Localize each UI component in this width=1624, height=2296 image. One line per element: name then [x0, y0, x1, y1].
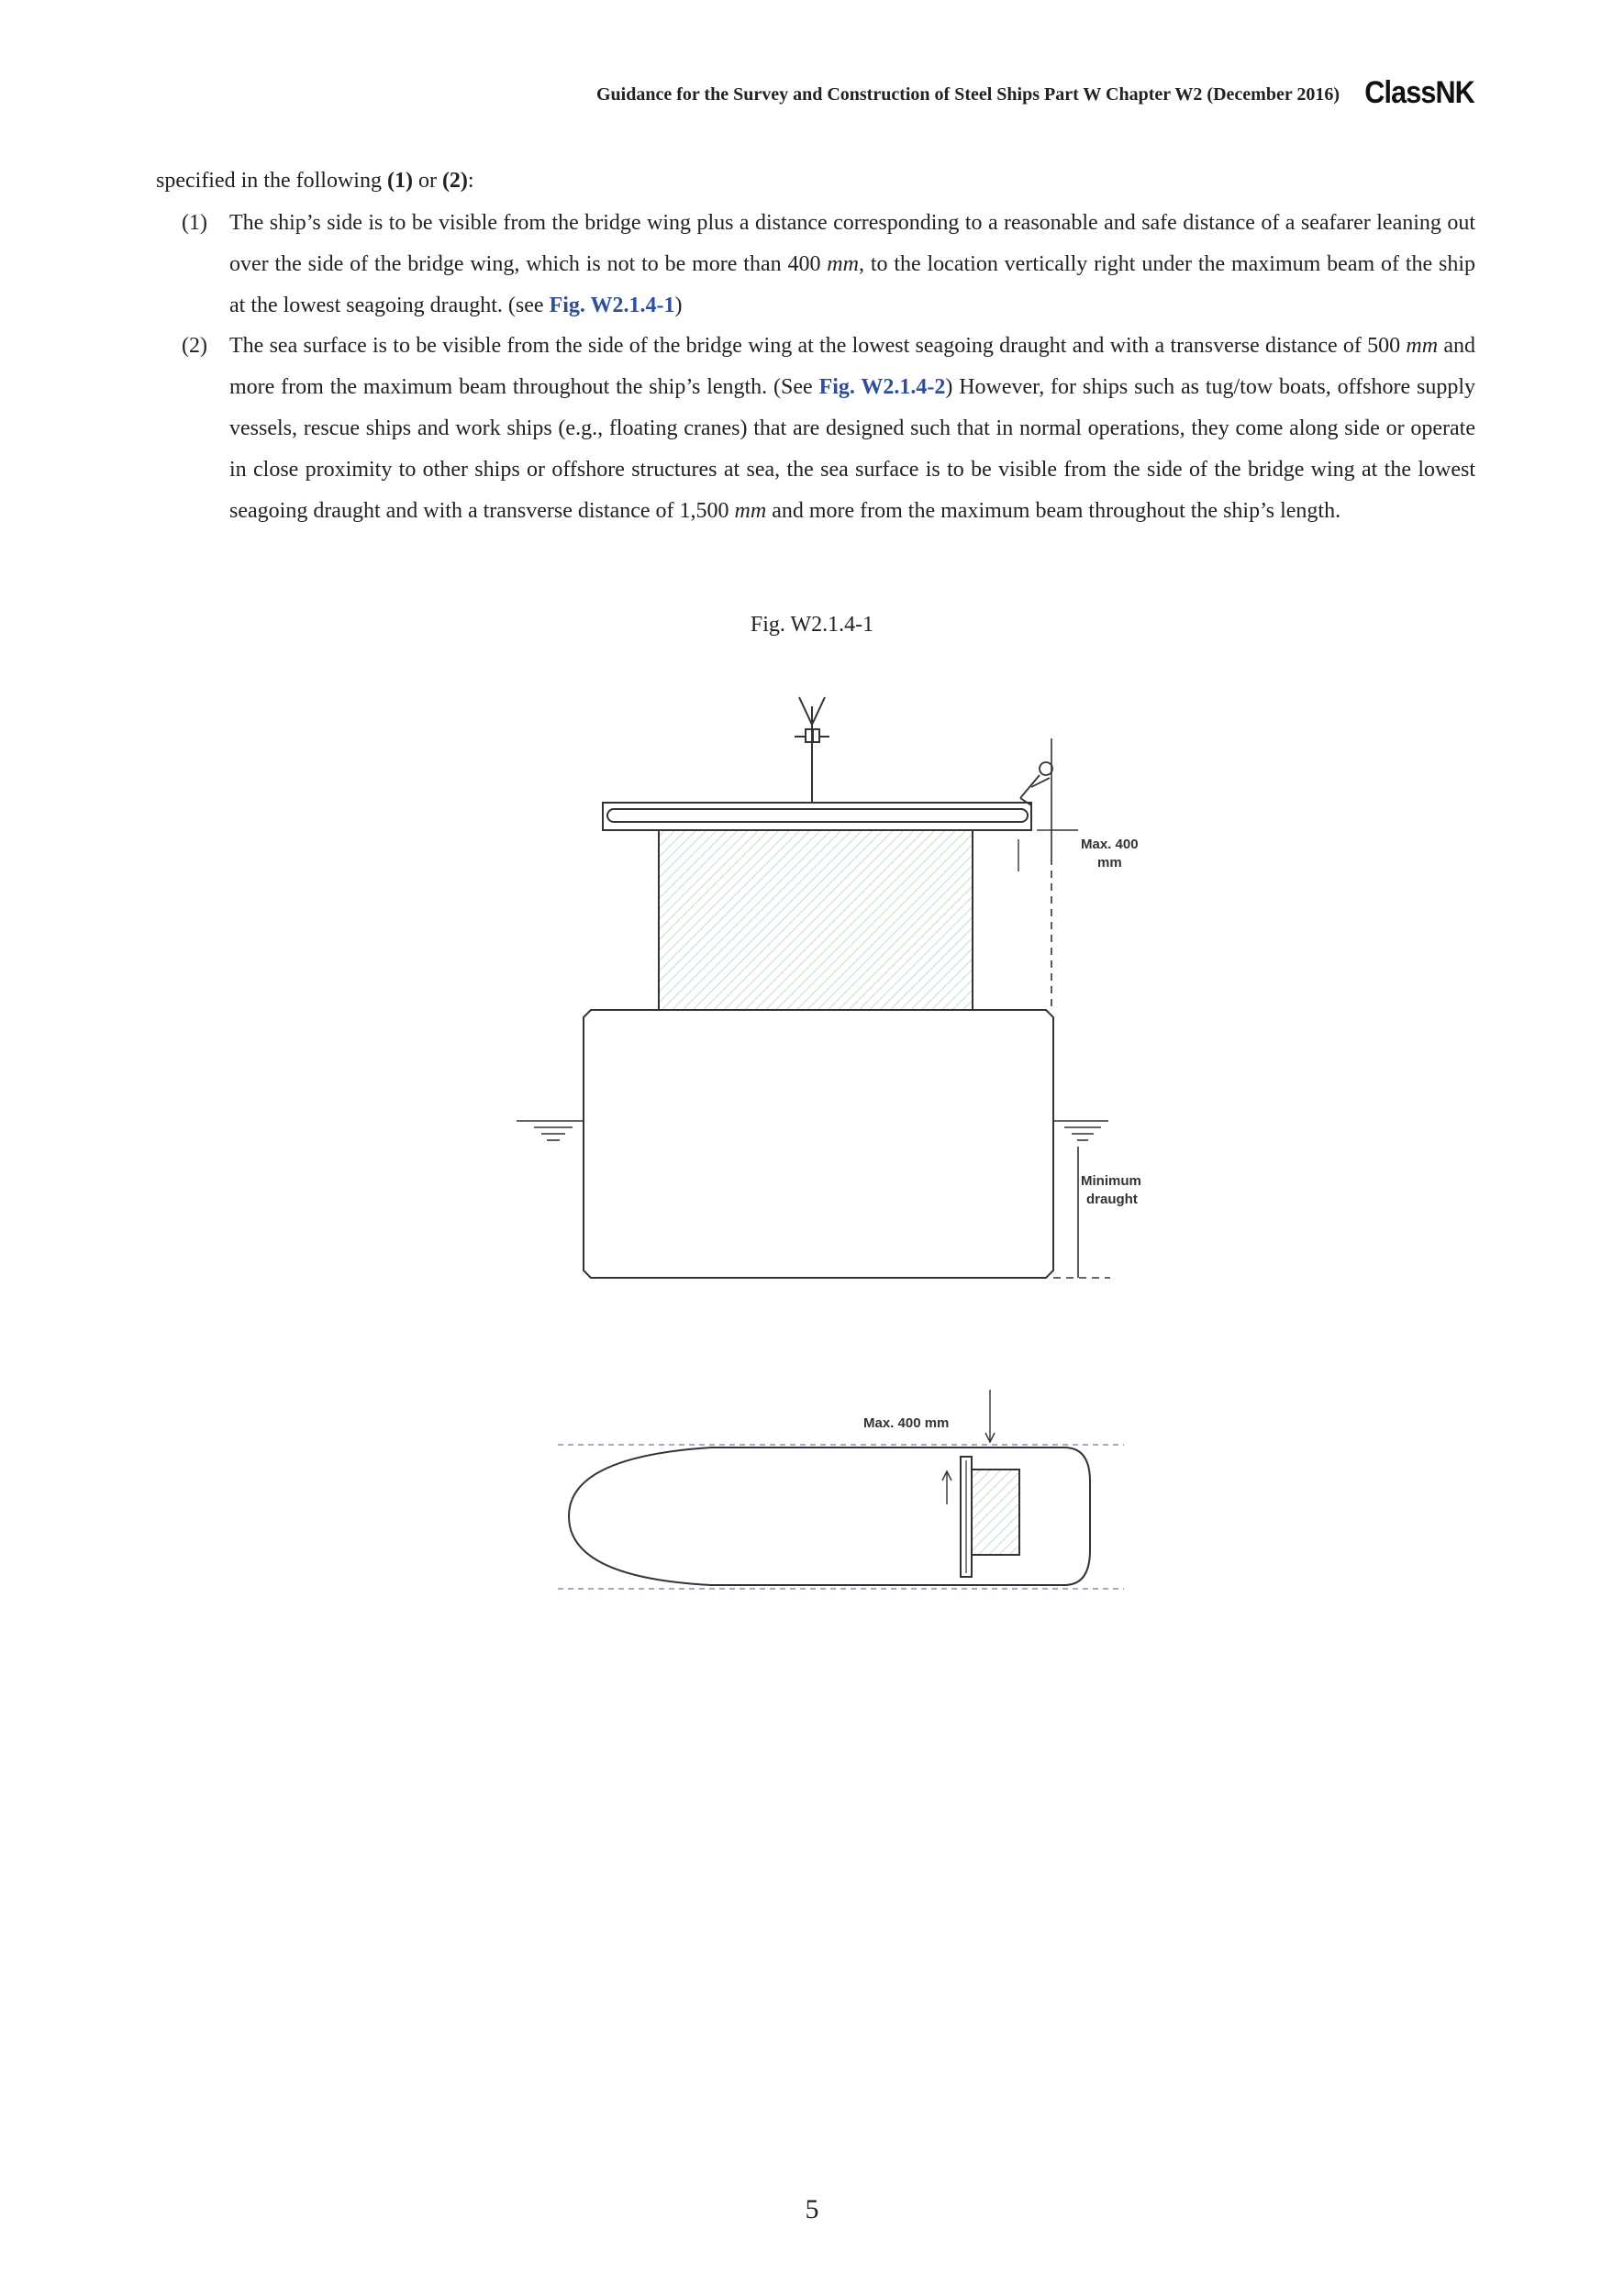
hull: [584, 1010, 1053, 1278]
plan-view: [558, 1390, 1124, 1589]
item-number: (1): [182, 211, 207, 235]
label-minimum: Minimum: [1081, 1173, 1141, 1189]
item-text: The ship’s side is to be visible from the bridge wing plus a distance corresponding to a reasonable and safe distance of a seafarer leaning out over the side of the bridge wing, which is not to be more than 400 mm, to the location vertically right under the maximum beam of the ship at the lowest seagoing draught. (see Fig. W2.1.4-1): [229, 211, 1476, 317]
classnk-logo: ClassNK: [1364, 75, 1474, 110]
label-max-400-unit: mm: [1097, 855, 1122, 871]
waterline-right: [1053, 1121, 1108, 1140]
elevation-view: [517, 697, 1110, 1278]
label-draught: draught: [1086, 1192, 1138, 1207]
waterline-left: [517, 1121, 584, 1140]
wheelhouse: [659, 830, 973, 1010]
seafarer-icon: [1020, 762, 1052, 805]
label-plan-max-400: Max. 400 mm: [863, 1415, 950, 1431]
intro-line: specified in the following (1) or (2):: [156, 169, 474, 193]
label-max-400: Max. 400: [1081, 837, 1139, 852]
page-number: 5: [805, 2194, 819, 2224]
figure-link-w2-1-4-2[interactable]: Fig. W2.1.4-2: [818, 375, 946, 399]
item-text: The sea surface is to be visible from the side of the bridge wing at the lowest seagoing draught and with a transverse distance of 500 mm and more from the maximum beam throughout the ship’s length. (See Fig. W2.1.4-2) However, for ships such as tug/tow boats, offshore supply vessels, rescue ships and work ships (e.g., floating cranes) that are designed such that in normal operations, they come along side or operate in close proximity to other ships or offshore structures at sea, the sea surface is to be visible from the side of the bridge wing at the lowest seagoing draught and with a transverse distance of 1,500 mm and more from the maximum beam throughout the ship’s length.: [229, 334, 1475, 523]
item-number: (2): [182, 334, 207, 358]
wheelhouse-plan: [972, 1470, 1019, 1555]
figure-caption: Fig. W2.1.4-1: [750, 613, 874, 637]
figure-link-w2-1-4-1[interactable]: Fig. W2.1.4-1: [549, 294, 675, 317]
header-title: Guidance for the Survey and Construction of Steel Ships Part W Chapter W2 (December 2016): [596, 84, 1340, 105]
antenna-icon: [795, 697, 829, 803]
